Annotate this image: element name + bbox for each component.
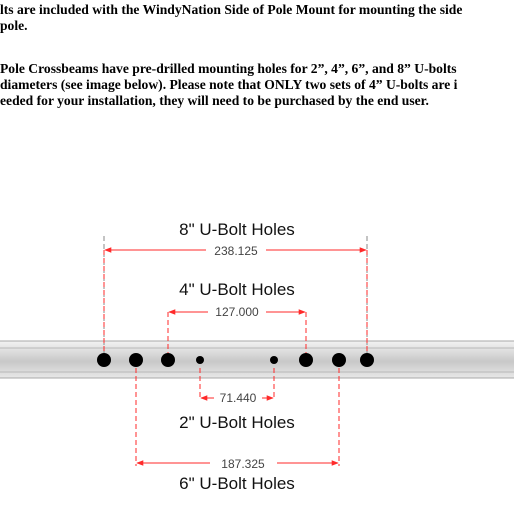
label-6in-holes: 6" U-Bolt Holes xyxy=(179,474,295,493)
dimension-value-8in: 238.125 xyxy=(214,244,258,258)
intro-line: pole. xyxy=(0,18,28,33)
hole-8in xyxy=(360,353,374,367)
hole-2in xyxy=(270,356,278,364)
label-2in-holes: 2" U-Bolt Holes xyxy=(179,413,295,432)
crossbeam xyxy=(0,341,514,378)
dimension-value-6in: 187.325 xyxy=(221,457,265,471)
hole-6in xyxy=(332,353,346,367)
intro-line: diameters (see image below). Please note that ONLY two sets of 4” U-bolts are i xyxy=(0,77,458,92)
hole-4in xyxy=(161,353,175,367)
label-4in-holes: 4" U-Bolt Holes xyxy=(179,280,295,299)
dimension-value-4in: 127.000 xyxy=(215,305,259,319)
dimension-value-2in: 71.440 xyxy=(219,391,257,405)
hole-6in xyxy=(129,353,143,367)
hole-4in xyxy=(299,353,313,367)
intro-line: eeded for your installation, they will need to be purchased by the end user. xyxy=(0,93,429,108)
hole-8in xyxy=(97,353,111,367)
label-8in-holes: 8" U-Bolt Holes xyxy=(179,220,295,239)
intro-line: lts are included with the WindyNation Side of Pole Mount for mounting the side xyxy=(0,2,463,17)
hole-2in xyxy=(196,356,204,364)
intro-line: Pole Crossbeams have pre-drilled mounting holes for 2”, 4”, 6”, and 8” U-bolts xyxy=(0,61,457,76)
